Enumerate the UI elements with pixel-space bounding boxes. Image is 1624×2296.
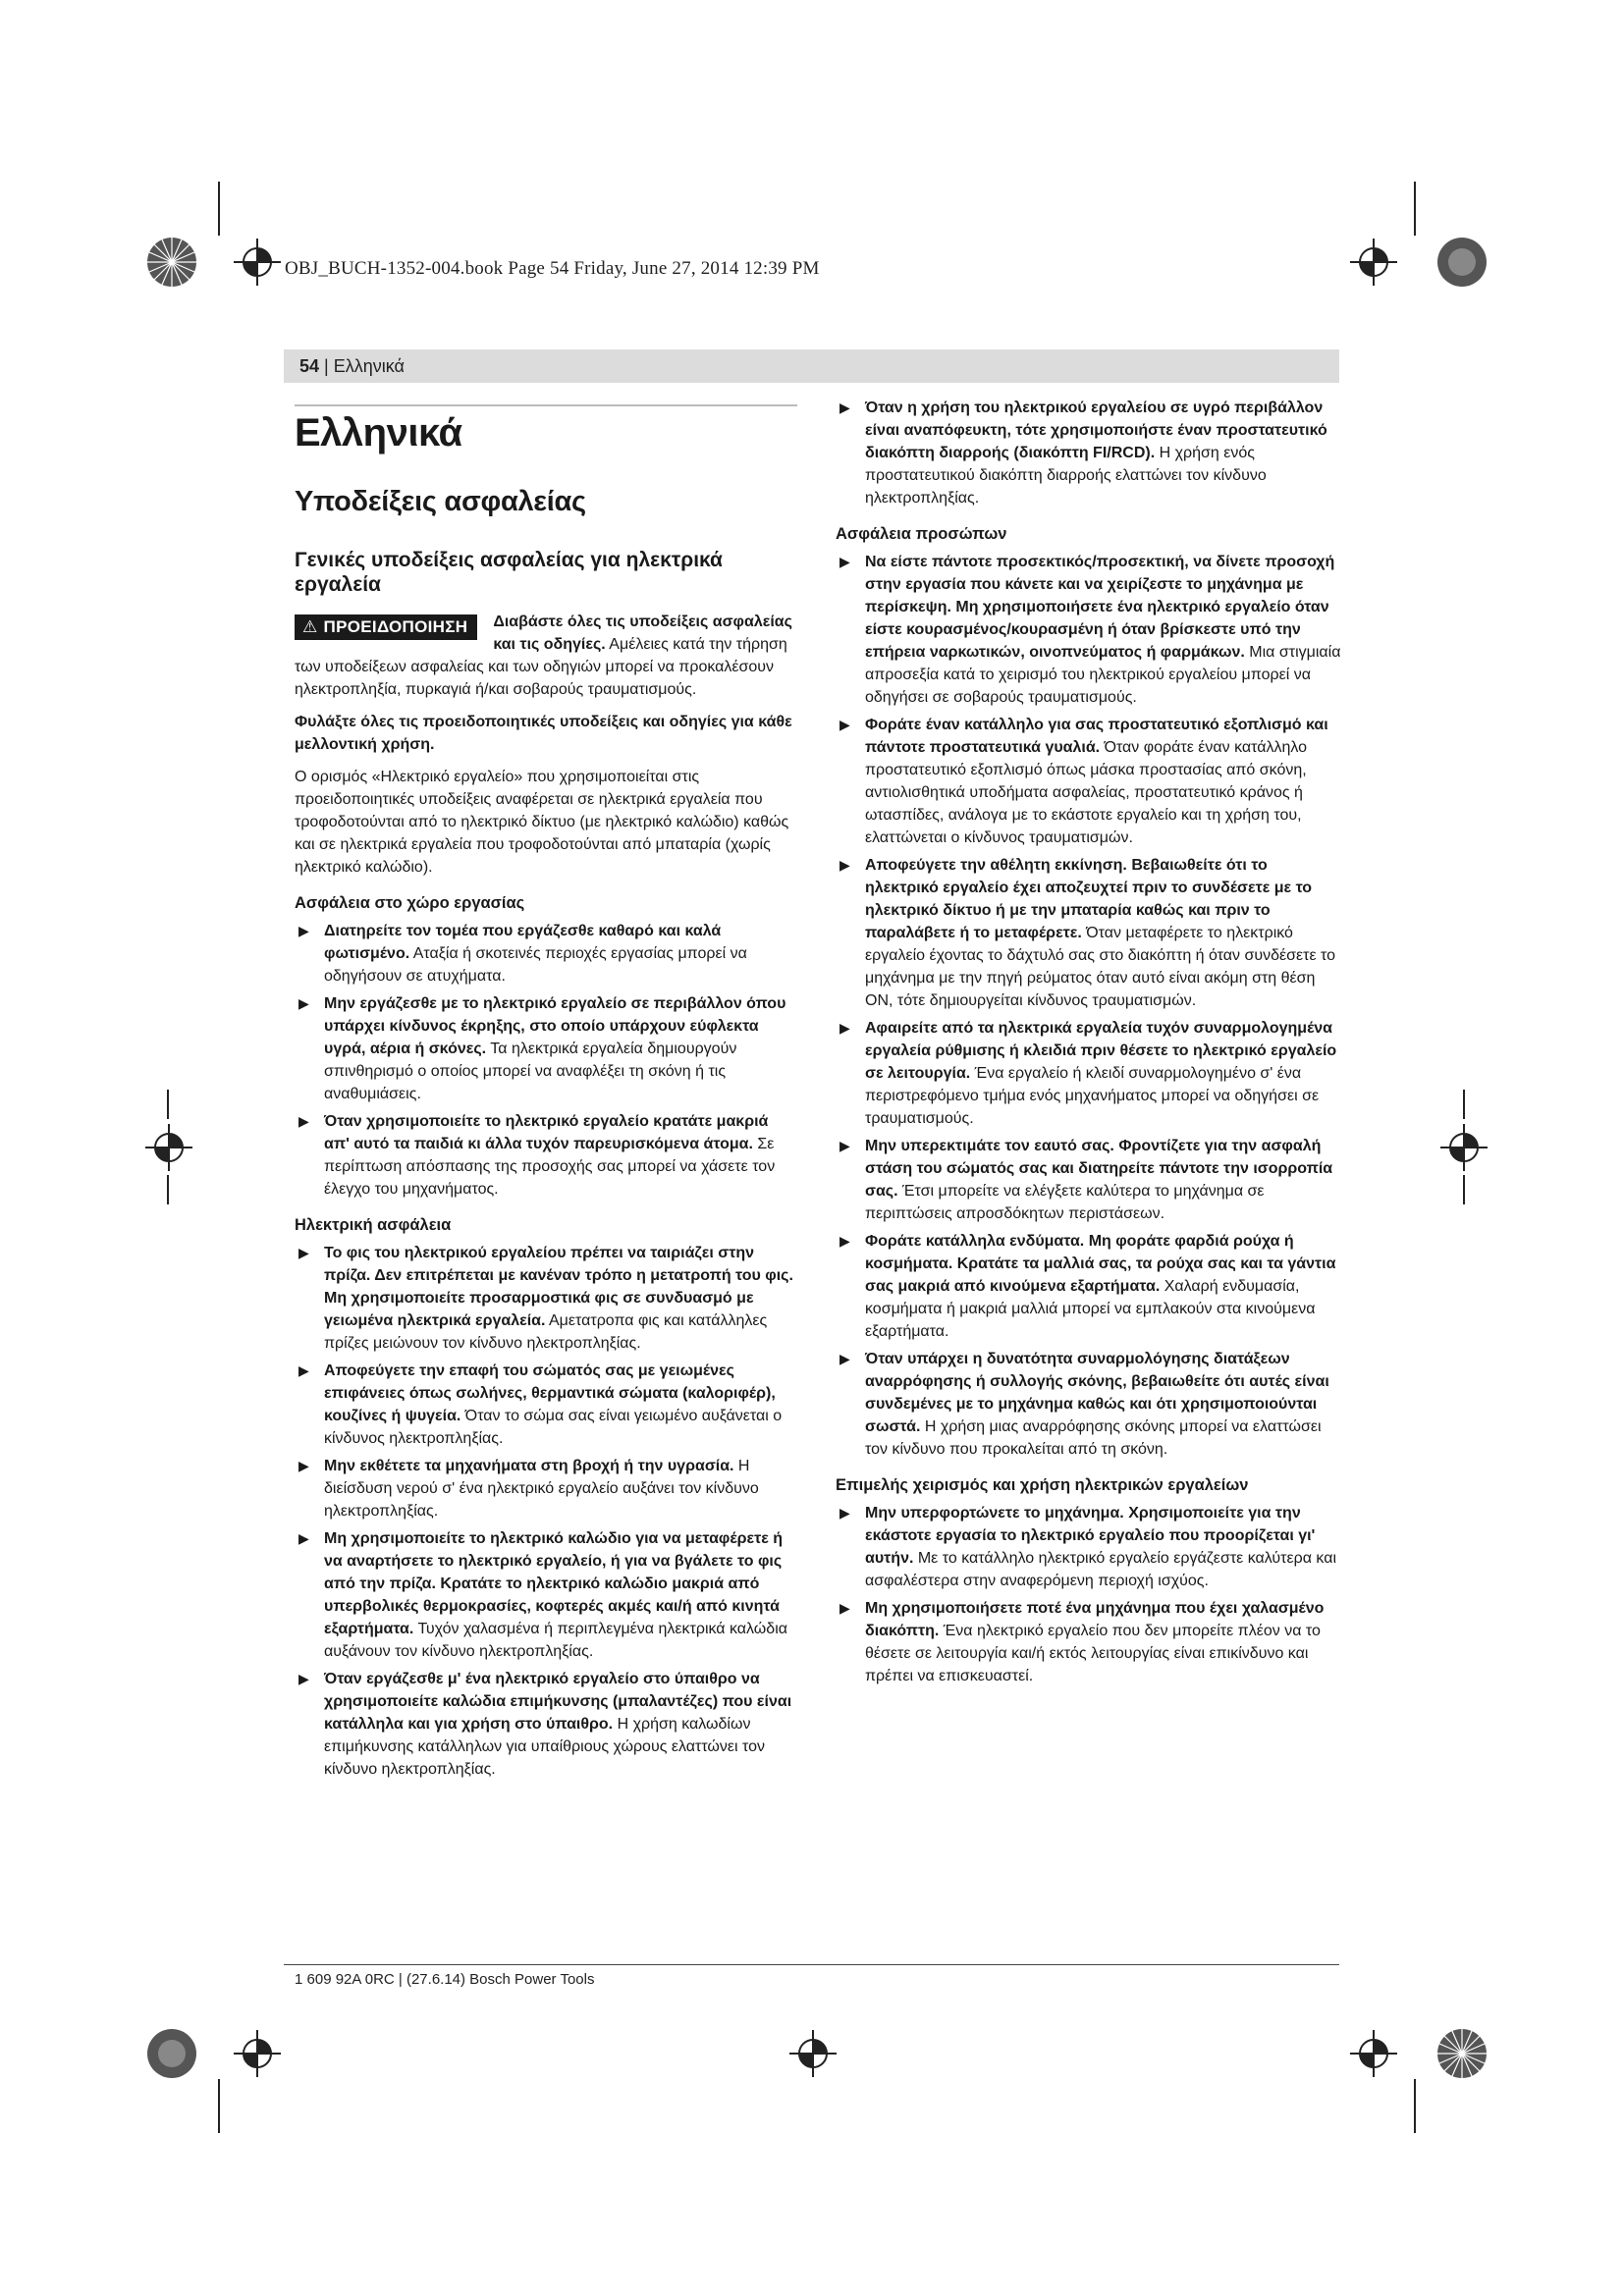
arrow-bullet-icon: ▶ (839, 1233, 850, 1249)
item-lead: Αποφεύγετε την αθέλητη εκκίνηση. Βεβαιωθείτε ότι το ηλεκτρικό εργαλείο έχει αποζευχτεί πριν το συνδέσετε με το ηλεκτρικό δίκτυο ή με την μπαταρία καθώς και πριν το παραλάβετε ή το μεταφέρετε. (865, 857, 1313, 941)
subsection-title: Γενικές υποδείξεις ασφαλείας για ηλεκτρικά εργαλεία (295, 549, 723, 596)
item-lead: Μη χρησιμοποιείτε το ηλεκτρικό καλώδιο για να μεταφέρετε ή να αναρτήσετε το ηλεκτρικό εργαλείο, ή για να βγάλετε το φις από την πρίζα. Κρατάτε το ηλεκτρικό καλώδιο μακριά από υπερβολικές θερμοκρασίες, κοφτερές ακμές και/ή από κινητά εξαρτήματα. (324, 1530, 784, 1637)
left-column (295, 397, 797, 1781)
running-header (284, 349, 1339, 383)
item-lead: Διατηρείτε τον τομέα που εργάζεσθε καθαρό και καλά φωτισμένο. (324, 923, 722, 962)
item-text: Αμετατροπα φις και κατάλληλες πρίζες μειώνουν τον κίνδυνο ηλεκτροπληξίας. (324, 1312, 768, 1352)
crop-line (167, 1175, 169, 1204)
list-item (836, 397, 1342, 509)
page-title: Ελληνικά (295, 404, 797, 455)
crosshair-mark (789, 2030, 837, 2077)
keep-instructions: Φυλάξτε όλες τις προειδοποιητικές υποδείξεις και οδηγίες για κάθε μελλοντική χρήση. (295, 714, 792, 753)
item-lead: Μην υπερεκτιμάτε τον εαυτό σας. Φροντίζετε για την ασφαλή στάση του σώματός σας και διατηρείτε πάντοτε την ισορροπία σας. (865, 1138, 1333, 1200)
crop-line (218, 182, 220, 236)
crosshair-mark (145, 1124, 192, 1171)
rcd-list (836, 397, 1342, 509)
item-lead: Αφαιρείτε από τα ηλεκτρικά εργαλεία τυχόν συναρμολογημένα εργαλεία ρύθμισης ή κλειδιά πριν θέσετε το ηλεκτρικό εργαλείο σε λειτουργία. (865, 1020, 1337, 1082)
crop-line (1463, 1090, 1465, 1119)
book-info: OBJ_BUCH-1352-004.book Page 54 Friday, June 27, 2014 12:39 PM (285, 258, 820, 279)
warning-lead: Διαβάστε όλες τις υποδείξεις ασφαλείας και τις οδηγίες. (493, 614, 792, 653)
crosshair-mark (1350, 2030, 1397, 2077)
footer-text: 1 609 92A 0RC | (27.6.14) Bosch Power Tools (295, 1971, 595, 1988)
item-text: Με το κατάλληλο ηλεκτρικό εργαλείο εργάζεστε καλύτερα και ασφαλέστερα στην αναφερόμενη περιοχή ισχύος. (865, 1550, 1336, 1589)
list-item (836, 1348, 1342, 1461)
arrow-bullet-icon: ▶ (839, 717, 850, 732)
item-text: Όταν το σώμα σας είναι γειωμένο αυξάνεται ο κίνδυνος ηλεκτροπληξίας. (324, 1408, 783, 1447)
arrow-bullet-icon: ▶ (298, 1245, 309, 1260)
item-lead: Μην εργάζεσθε με το ηλεκτρικό εργαλείο σε περιβάλλον όπου υπάρχει κίνδυνος έκρηξης, στο οποίο υπάρχουν εύφλεκτα υγρά, αέρια ή σκόνες. (324, 995, 786, 1057)
registration-mark-top-right (1435, 236, 1489, 289)
item-text: Ένα εργαλείο ή κλειδί συναρμολογημένο σ' ένα περιστρεφόμενο τμήμα ενός μηχανήματος μπορεί να οδηγήσει σε τραυματισμούς. (865, 1065, 1320, 1127)
registration-mark-bottom-left (145, 2027, 198, 2080)
arrow-bullet-icon: ▶ (839, 400, 850, 415)
item-lead: Όταν χρησιμοποιείτε το ηλεκτρικό εργαλείο κρατάτε μακριά απ' αυτό τα παιδιά κι άλλα τυχόν παρευρισκόμενα άτομα. (324, 1113, 769, 1152)
item-text: Τυχόν χαλασμένα ή περιπλεγμένα ηλεκτρικά καλώδια αυξάνουν τον κίνδυνο ηλεκτροπληξίας. (324, 1621, 788, 1660)
arrow-bullet-icon: ▶ (298, 1458, 309, 1473)
arrow-bullet-icon: ▶ (839, 857, 850, 873)
arrow-bullet-icon: ▶ (839, 1138, 850, 1153)
item-text: Ένα ηλεκτρικό εργαλείο που δεν μπορείτε πλέον να το θέσετε σε λειτουργία και/ή εκτός λειτουργίας είναι επικίνδυνο και πρέπει να επισκευαστεί. (865, 1623, 1321, 1684)
header-separator: | (319, 356, 334, 376)
header-language: Ελληνικά (333, 356, 405, 376)
arrow-bullet-icon: ▶ (298, 923, 309, 938)
list-item (295, 920, 797, 988)
header-text (299, 356, 405, 377)
arrow-bullet-icon: ▶ (839, 1600, 850, 1616)
item-text: Η χρήση καλωδίων επιμήκυνσης κατάλληλων για υπαίθριους χώρους ελαττώνει τον κίνδυνο ηλεκτροπληξίας. (324, 1716, 766, 1778)
item-lead: Όταν η χρήση του ηλεκτρικού εργαλείου σε υγρό περιβάλλον είναι αναπόφευκτη, τότε χρησιμοποιήστε έναν προστατευτικό διακόπτη διαρροής (διακόπτη FI/RCD). (865, 400, 1327, 461)
item-lead: Μη χρησιμοποιήσετε ποτέ ένα μηχάνημα που έχει χαλασμένο διακόπτη. (865, 1600, 1325, 1639)
list-item (295, 1455, 797, 1522)
item-text: Όταν φοράτε έναν κατάλληλο προστατευτικό εξοπλισμό όπως μάσκα προστασίας από σκόνη, αντιολισθητικά υποδήματα ασφαλείας, προστατευτικό κράνος ή ωτασπίδες, ανάλογα με το εκάστοτε εργαλείο και τη χρήση του, ελαττώνεται ο κίνδυνος τραυματισμών. (865, 739, 1308, 846)
work-area-list (295, 920, 797, 1201)
item-text: Όταν μεταφέρετε το ηλεκτρικό εργαλείο έχοντας το δάχτυλό σας στο διακόπτη ή όταν συνδέσετε το μηχάνημα με την πηγή ρεύματος όταν αυτό είναι ακόμη στη θέση ON, τότε δημιουργείται κίνδυνος τραυματισμών. (865, 925, 1336, 1009)
list-item (295, 1527, 797, 1663)
crop-line (1414, 182, 1416, 236)
item-lead: Μην υπερφορτώνετε το μηχάνημα. Χρησιμοποιείτε για την εκάστοτε εργασία το ηλεκτρικό εργαλείο που προορίζεται γι' αυτήν. (865, 1505, 1316, 1567)
footer-rule (284, 1964, 1339, 1965)
arrow-bullet-icon: ▶ (839, 1351, 850, 1366)
list-item (836, 854, 1342, 1012)
arrow-bullet-icon: ▶ (298, 1671, 309, 1686)
crosshair-mark (234, 239, 281, 286)
warning-badge (295, 614, 477, 640)
item-lead: Το φις του ηλεκτρικού εργαλείου πρέπει να ταιριάζει στην πρίζα. Δεν επιτρέπεται με κανέναν τρόπο η μετατροπή του φις. Μη χρησιμοποιείτε προσαρμοστικά φις σε συνδυασμό με γειωμένα ηλεκτρικά εργαλεία. (324, 1245, 793, 1329)
list-item (295, 992, 797, 1105)
arrow-bullet-icon: ▶ (298, 1530, 309, 1546)
arrow-bullet-icon: ▶ (298, 1113, 309, 1129)
registration-mark-top-left (145, 236, 198, 289)
section-title: Υποδείξεις ασφαλείας (295, 486, 586, 517)
item-lead: Όταν υπάρχει η δυνατότητα συναρμολόγησης διατάξεων αναρρόφησης ή συλλογής σκόνης, βεβαιωθείτε ότι αυτές είναι συνδεμένες με το μηχάνημα καθώς και ότι χρησιμοποιούνται σωστά. (865, 1351, 1329, 1435)
item-lead: Φοράτε κατάλληλα ενδύματα. Μη φοράτε φαρδιά ρούχα ή κοσμήματα. Κρατάτε τα μαλλιά σας, τα ρούχα σας και τα γάντια σας μακριά από κινούμενα εξαρτήματα. (865, 1233, 1336, 1295)
personal-list (836, 551, 1342, 1461)
list-item (836, 551, 1342, 709)
arrow-bullet-icon: ▶ (839, 554, 850, 569)
arrow-bullet-icon: ▶ (839, 1505, 850, 1521)
crop-line (167, 1090, 169, 1119)
list-item (836, 1017, 1342, 1130)
work-area-heading: Ασφάλεια στο χώρο εργασίας (295, 894, 525, 912)
item-text: Η χρήση ενός προστατευτικού διακόπτη διαρροής ελαττώνει τον κίνδυνο ηλεκτροπληξίας. (865, 445, 1267, 507)
crosshair-mark (234, 2030, 281, 2077)
list-item (836, 1597, 1342, 1687)
definition-paragraph: Ο ορισμός «Ηλεκτρικό εργαλείο» που χρησιμοποιείται στις προειδοποιητικές υποδείξεις αναφέρεται σε ηλεκτρικά εργαλεία που τροφοδοτούνται από το ηλεκτρικό δίκτυο (με ηλεκτρικό καλώδιο) καθώς και σε ηλεκτρικά εργαλεία που τροφοδοτούνται από μπαταρία (χωρίς ηλεκτρικό καλώδιο). (295, 769, 789, 876)
item-text: Χαλαρή ενδυμασία, κοσμήματα ή μακριά μαλλιά μπορεί να εμπλακούν στα κινούμενα εξαρτήματα. (865, 1278, 1316, 1340)
arrow-bullet-icon: ▶ (839, 1020, 850, 1036)
handling-list (836, 1502, 1342, 1687)
list-item (295, 1242, 797, 1355)
arrow-bullet-icon: ▶ (298, 1362, 309, 1378)
item-text: Η χρήση μιας αναρρόφησης σκόνης μπορεί να ελαττώσει τον κίνδυνο που προκαλείται από τη σκόνη. (865, 1418, 1322, 1458)
list-item (836, 1502, 1342, 1592)
electrical-list (295, 1242, 797, 1781)
warning-badge-label: ΠΡΟΕΙΔΟΠΟΙΗΣΗ (323, 617, 468, 636)
crosshair-mark (1350, 239, 1397, 286)
item-lead: Όταν εργάζεσθε μ' ένα ηλεκτρικό εργαλείο στο ύπαιθρο να χρησιμοποιείτε καλώδια επιμήκυνσης (μπαλαντέζες) που είναι κατάλληλα και για χρήση στο ύπαιθρο. (324, 1671, 792, 1733)
list-item (836, 1230, 1342, 1343)
warning-block (295, 611, 797, 701)
crosshair-mark (1440, 1124, 1488, 1171)
warning-triangle-icon: ⚠ (302, 617, 318, 636)
registration-mark-bottom-right (1435, 2027, 1489, 2080)
right-column (836, 397, 1342, 1687)
list-item (295, 1110, 797, 1201)
warning-text: Αμέλειες κατά την τήρηση των υποδείξεων ασφαλείας και των οδηγιών μπορεί να προκαλέσουν ηλεκτροπληξία, πυρκαγιά ή/και σοβαρούς τραυματισμούς. (295, 636, 787, 698)
crop-line (1463, 1175, 1465, 1204)
item-text: Μια στιγμιαία απροσεξία κατά το χειρισμό του ηλεκτρικού εργαλείου μπορεί να οδηγήσει σε σοβαρούς τραυματισμούς. (865, 644, 1341, 706)
item-text: Τα ηλεκτρικά εργαλεία δημιουργούν σπινθηρισμό ο οποίος μπορεί να αναφλέξει τη σκόνη ή τις αναθυμιάσεις. (324, 1041, 737, 1102)
item-lead: Να είστε πάντοτε προσεκτικός/προσεκτική, να δίνετε προσοχή στην εργασία που κάνετε και να χειρίζεστε το μηχάνημα με περίσκεψη. Μη χρησιμοποιήσετε ένα ηλεκτρικό εργαλείο όταν είστε κουρασμένος/κουρασμένη ή όταν βρίσκεστε υπό την επήρεια ναρκωτικών, οινοπνεύματος ή φαρμάκων. (865, 554, 1335, 661)
item-lead: Μην εκθέτετε τα μηχανήματα στη βροχή ή την υγρασία. (324, 1458, 734, 1474)
list-item (295, 1360, 797, 1450)
page-number: 54 (299, 356, 320, 376)
item-text: Σε περίπτωση απόσπασης της προσοχής σας μπορεί να χάσετε τον έλεγχο του μηχανήματος. (324, 1136, 776, 1198)
crop-line (218, 2079, 220, 2133)
crop-line (1414, 2079, 1416, 2133)
personal-heading: Ασφάλεια προσώπων (836, 525, 1007, 543)
item-text: Αταξία ή σκοτεινές περιοχές εργασίας μπορεί να οδηγήσουν σε ατυχήματα. (324, 945, 747, 985)
list-item (295, 1668, 797, 1781)
item-lead: Φοράτε έναν κατάλληλο για σας προστατευτικό εξοπλισμό και πάντοτε προστατευτικά γυαλιά. (865, 717, 1328, 756)
item-lead: Αποφεύγετε την επαφή του σώματός σας με γειωμένες επιφάνειες όπως σωλήνες, θερμαντικά σώματα (καλοριφέρ), κουζίνες ή ψυγεία. (324, 1362, 776, 1424)
arrow-bullet-icon: ▶ (298, 995, 309, 1011)
item-text: Η διείσδυση νερού σ' ένα ηλεκτρικό εργαλείο αυξάνει τον κίνδυνο ηλεκτροπληξίας. (324, 1458, 759, 1520)
item-text: Έτσι μπορείτε να ελέγξετε καλύτερα το μηχάνημα σε περιπτώσεις απροσδόκητων περιστάσεων. (865, 1183, 1265, 1222)
list-item (836, 714, 1342, 849)
handling-heading: Επιμελής χειρισμός και χρήση ηλεκτρικών εργαλείων (836, 1476, 1249, 1494)
electrical-heading: Ηλεκτρική ασφάλεια (295, 1216, 452, 1234)
list-item (836, 1135, 1342, 1225)
